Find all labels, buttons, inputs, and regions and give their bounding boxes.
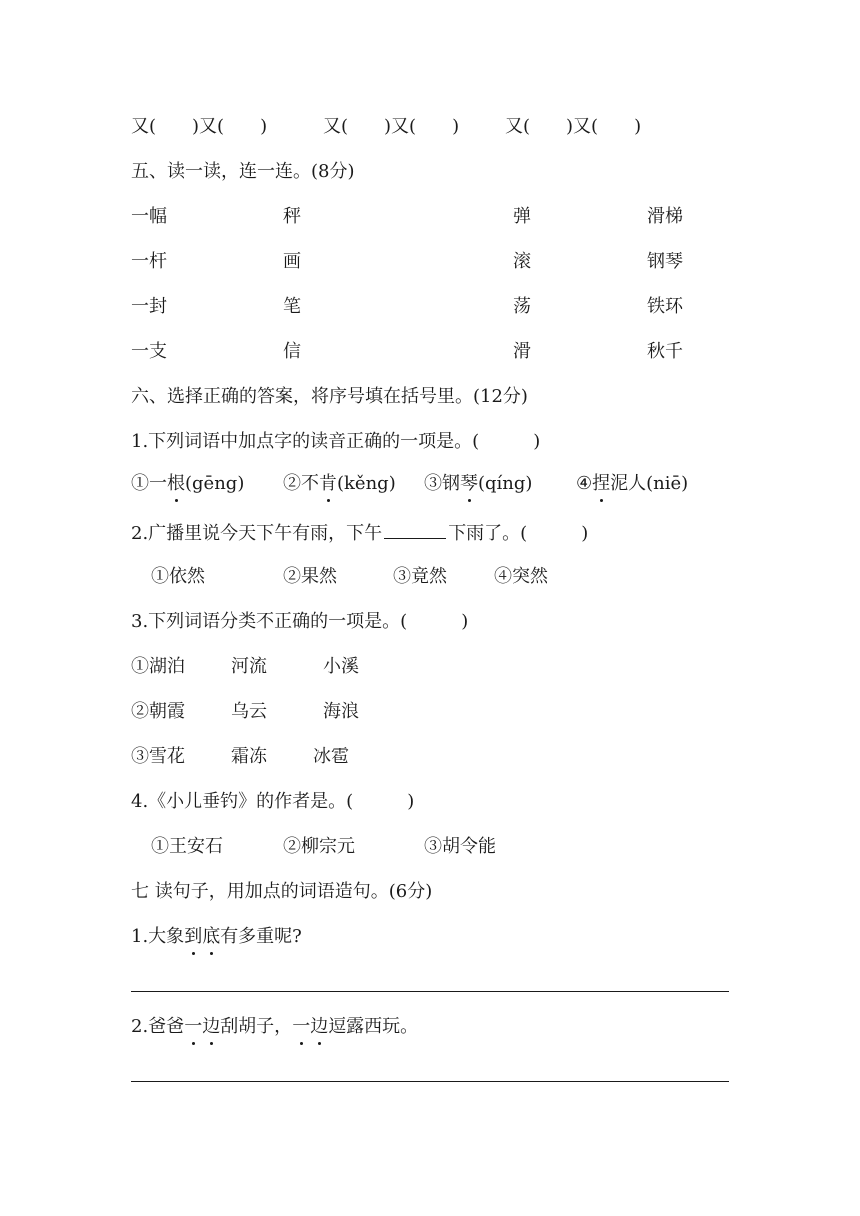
match-col4-item: 滑梯 xyxy=(647,206,683,227)
you-blank-1: 又( )又( ) xyxy=(131,116,268,137)
q2-stem-part-1: 2.广播里说今天下午有雨，下午 xyxy=(131,523,383,544)
q1-option-3-dotted-char: 琴 xyxy=(460,473,478,494)
q1-option-1-prefix: ①一 xyxy=(131,473,167,494)
q1-option-1-pinyin: (gēng) xyxy=(185,473,245,494)
q3-word: 霜冻 xyxy=(231,746,267,767)
q1-option-4-dotted-char: 捏 xyxy=(592,473,611,494)
q2-option: ②果然 xyxy=(283,566,337,587)
sentence-1-dotted-char: 底 xyxy=(202,926,221,947)
question-2-stem xyxy=(131,520,588,546)
q1-option-1 xyxy=(131,472,244,496)
q4-option: ③胡令能 xyxy=(424,836,496,857)
q3-word: 冰雹 xyxy=(313,746,349,767)
q1-option-3-prefix: ③钢 xyxy=(424,473,460,494)
q3-word: ③雪花 xyxy=(131,746,185,767)
match-col3-item: 滑 xyxy=(513,341,531,362)
q3-word: 乌云 xyxy=(231,701,267,722)
match-col2-item: 信 xyxy=(283,341,301,362)
q1-option-3-pinyin: (qíng) xyxy=(478,473,533,494)
q2-option: ④突然 xyxy=(494,566,548,587)
match-col3-item: 弹 xyxy=(513,206,531,227)
q1-option-2 xyxy=(283,472,396,496)
answer-line-1[interactable] xyxy=(131,991,729,992)
q4-option: ②柳宗元 xyxy=(283,836,355,857)
match-col2-item: 秤 xyxy=(283,206,301,227)
question-3-stem: 3.下列词语分类不正确的一项是。( ) xyxy=(131,611,469,632)
q2-option: ③竟然 xyxy=(393,566,447,587)
answer-line-2[interactable] xyxy=(131,1081,729,1082)
sentence-2 xyxy=(131,1015,418,1039)
q3-word: 河流 xyxy=(231,656,267,677)
you-blank-3: 又( )又( ) xyxy=(505,116,642,137)
q3-word: ②朝霞 xyxy=(131,701,185,722)
match-col1-item: 一支 xyxy=(131,341,167,362)
q1-option-4 xyxy=(576,472,688,496)
match-col2-item: 笔 xyxy=(283,296,301,317)
sentence-2-text-rest: 逗露西玩。 xyxy=(328,1016,419,1037)
sentence-1-text-rest: 有多重呢? xyxy=(220,926,302,947)
match-col4-item: 铁环 xyxy=(647,296,683,317)
q2-fill-blank[interactable] xyxy=(384,520,446,539)
q1-option-3 xyxy=(424,472,532,496)
match-col2-item: 画 xyxy=(283,251,301,272)
question-4-stem: 4.《小儿垂钓》的作者是。( ) xyxy=(131,791,415,812)
sentence-2-text-mid: 刮胡子， xyxy=(220,1016,293,1037)
match-col1-item: 一幅 xyxy=(131,206,167,227)
q1-option-2-prefix: ②不 xyxy=(283,473,319,494)
sentence-1-dotted-char: 到 xyxy=(184,926,203,947)
match-col3-item: 滚 xyxy=(513,251,531,272)
sentence-2-dotted-char: 边 xyxy=(310,1016,329,1037)
section-5-title: 五、读一读，连一连。(8分) xyxy=(131,161,355,182)
match-col1-item: 一封 xyxy=(131,296,167,317)
q1-option-4-prefix: ④ xyxy=(576,473,593,494)
sentence-1 xyxy=(131,925,302,949)
q1-option-4-rest: 泥人(niē) xyxy=(610,473,689,494)
q4-option: ①王安石 xyxy=(151,836,223,857)
section-6-title: 六、选择正确的答案，将序号填在括号里。(12分) xyxy=(131,386,528,407)
match-col1-item: 一杆 xyxy=(131,251,167,272)
q3-word: 海浪 xyxy=(323,701,359,722)
match-col4-item: 钢琴 xyxy=(647,251,683,272)
section-7-title: 七 读句子，用加点的词语造句。(6分) xyxy=(131,881,433,902)
q3-word: 小溪 xyxy=(323,656,359,677)
q1-option-1-dotted-char: 根 xyxy=(167,473,185,494)
sentence-2-dotted-char: 一 xyxy=(292,1016,311,1037)
sentence-2-text: 2.爸爸 xyxy=(131,1016,185,1037)
q2-stem-part-2: 下雨了。( ) xyxy=(448,523,589,544)
sentence-2-dotted-char: 一 xyxy=(184,1016,203,1037)
sentence-1-text: 1.大象 xyxy=(131,926,185,947)
sentence-2-dotted-char: 边 xyxy=(202,1016,221,1037)
q1-option-2-pinyin: (kěng) xyxy=(337,473,396,494)
you-blank-2: 又( )又( ) xyxy=(323,116,460,137)
q2-option: ①依然 xyxy=(151,566,205,587)
q1-option-2-dotted-char: 肯 xyxy=(319,473,337,494)
match-col3-item: 荡 xyxy=(513,296,531,317)
q3-word: ①湖泊 xyxy=(131,656,185,677)
question-1-stem: 1.下列词语中加点字的读音正确的一项是。( ) xyxy=(131,431,541,452)
match-col4-item: 秋千 xyxy=(647,341,683,362)
